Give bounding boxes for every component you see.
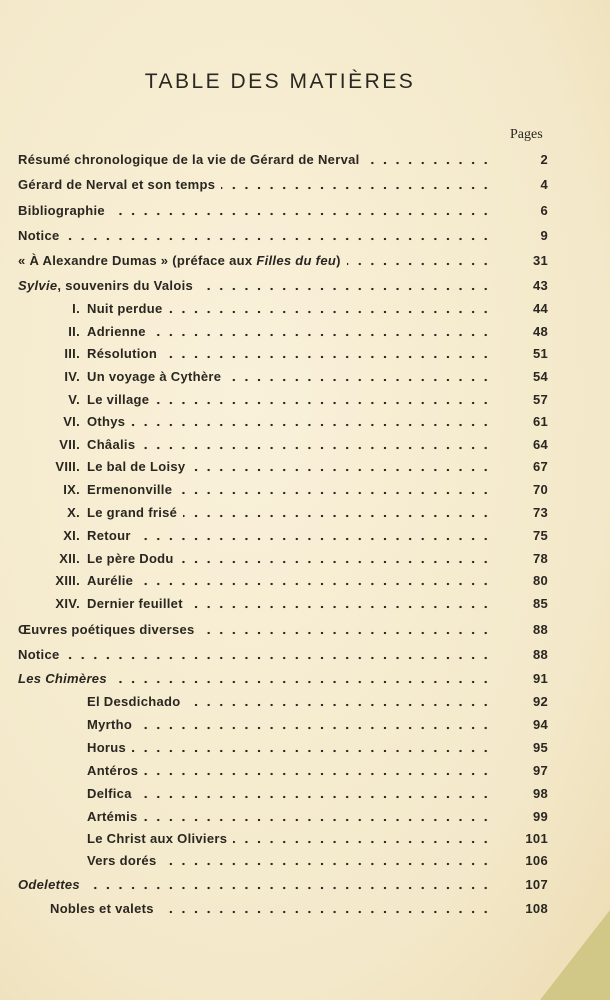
toc-entry <box>0 505 610 523</box>
entry-title <box>87 831 227 846</box>
page-number: 106 <box>525 853 548 868</box>
entry-title <box>18 177 215 192</box>
entry-title <box>87 551 174 566</box>
entry-title-segment: Gérard de Nerval et son temps <box>18 177 216 192</box>
entry-title <box>18 647 60 662</box>
page-number: 67 <box>532 459 548 474</box>
toc-entry <box>0 392 610 410</box>
entry-title <box>18 671 107 686</box>
page-number: 97 <box>532 763 548 778</box>
toc-entry <box>0 528 610 546</box>
entry-title-segment: Œuvres poétiques diverses <box>18 622 195 637</box>
chapter-number: XII. <box>59 551 80 566</box>
page-number: 44 <box>532 301 548 316</box>
page-number: 88 <box>532 647 548 662</box>
page-number: 6 <box>540 203 548 218</box>
toc-entry <box>0 346 610 364</box>
entry-title-segment: Le bal de Loisy <box>87 459 186 474</box>
entry-title <box>18 152 360 167</box>
dot-leader <box>189 605 492 609</box>
dot-leader <box>186 703 492 707</box>
chapter-number: VI. <box>63 414 80 429</box>
entry-title <box>18 278 193 293</box>
page-number: 88 <box>532 622 548 637</box>
dot-leader <box>163 355 492 359</box>
toc-entry <box>0 831 610 849</box>
entry-title-segment: Filles du feu <box>256 253 337 268</box>
entry-title-segment: Notice <box>18 228 60 243</box>
toc-entry <box>0 853 610 871</box>
toc-entry <box>0 459 610 477</box>
page-number: 99 <box>532 809 548 824</box>
entry-title-segment: ) <box>336 253 341 268</box>
page-number: 78 <box>532 551 548 566</box>
chapter-number: III. <box>64 346 80 361</box>
page-number: 64 <box>532 437 548 452</box>
entry-title-segment: Adrienne <box>87 324 146 339</box>
entry-title <box>87 414 125 429</box>
toc-entry <box>0 551 610 569</box>
chapter-number: XIII. <box>55 573 80 588</box>
dot-leader <box>152 333 492 337</box>
dot-leader <box>201 631 492 635</box>
toc-entry <box>0 369 610 387</box>
entry-title-segment: Ermenonville <box>87 482 173 497</box>
page-number: 31 <box>532 253 548 268</box>
entry-title-segment: Vers dorés <box>87 853 157 868</box>
chapter-number: X. <box>67 505 80 520</box>
page-number: 94 <box>532 717 548 732</box>
entry-title-segment: El Desdichado <box>87 694 181 709</box>
toc-entry <box>0 877 610 895</box>
entry-title <box>87 853 157 868</box>
dot-leader <box>144 772 492 776</box>
entry-title <box>18 622 195 637</box>
entry-title <box>87 528 131 543</box>
entry-title <box>87 717 132 732</box>
toc-entry <box>0 228 610 246</box>
toc-entry <box>0 786 610 804</box>
dot-leader <box>141 446 492 450</box>
entry-title <box>87 786 132 801</box>
dot-leader <box>191 468 492 472</box>
entry-title-segment: Le Christ aux Oliviers <box>87 831 228 846</box>
toc-entry <box>0 901 610 919</box>
entry-title-segment: Les Chimères <box>18 671 107 686</box>
entry-title-segment: Delfica <box>87 786 132 801</box>
dot-leader <box>66 656 492 660</box>
entry-title <box>87 505 177 520</box>
toc-entry <box>0 437 610 455</box>
entry-title <box>87 573 133 588</box>
toc-entry <box>0 717 610 735</box>
page-number: 85 <box>532 596 548 611</box>
dot-leader <box>155 401 492 405</box>
entry-title-segment: Retour <box>87 528 131 543</box>
dot-leader <box>183 514 492 518</box>
entry-title <box>87 346 157 361</box>
entry-title <box>18 877 80 892</box>
chapter-number: VII. <box>59 437 80 452</box>
page-number: 75 <box>532 528 548 543</box>
entry-title <box>87 437 135 452</box>
dot-leader <box>233 840 492 844</box>
dot-leader <box>347 262 492 266</box>
toc-entry <box>0 694 610 712</box>
entry-title-segment: Le grand frisé <box>87 505 178 520</box>
entry-title-segment: Châalis <box>87 437 136 452</box>
dot-leader <box>138 795 492 799</box>
entry-title-segment: Othys <box>87 414 126 429</box>
dot-leader <box>138 726 492 730</box>
pages-column-header: Pages <box>510 127 543 142</box>
dot-leader <box>163 862 492 866</box>
entry-title <box>87 392 149 407</box>
entry-title <box>87 596 183 611</box>
entry-title-segment: Un voyage à Cythère <box>87 369 222 384</box>
dot-leader <box>160 910 492 914</box>
entry-title <box>87 809 138 824</box>
page-number: 57 <box>532 392 548 407</box>
toc-entry <box>0 301 610 319</box>
page-number: 107 <box>525 877 548 892</box>
chapter-number: IX. <box>63 482 80 497</box>
entry-title-segment: Dernier feuillet <box>87 596 183 611</box>
toc-entry <box>0 324 610 342</box>
dot-leader <box>227 378 492 382</box>
entry-title <box>87 763 138 778</box>
chapter-number: II. <box>68 324 80 339</box>
entry-title-segment: Horus <box>87 740 127 755</box>
page-number: 101 <box>525 831 548 846</box>
dot-leader <box>139 582 492 586</box>
toc-entry <box>0 740 610 758</box>
entry-title-segment: Aurélie <box>87 573 134 588</box>
entry-title <box>87 740 126 755</box>
entry-title <box>87 694 180 709</box>
entry-title-segment: , souvenirs du Valois <box>57 278 194 293</box>
page-number: 61 <box>532 414 548 429</box>
toc-entry <box>0 809 610 827</box>
entry-title-segment: Résumé chronologique de la vie de Gérard de Nerval <box>18 152 360 167</box>
dot-leader <box>169 310 492 314</box>
page-number: 70 <box>532 482 548 497</box>
toc-entry <box>0 647 610 665</box>
toc-entry <box>0 622 610 640</box>
page-number: 43 <box>532 278 548 293</box>
page-number: 2 <box>540 152 548 167</box>
page-number: 51 <box>532 346 548 361</box>
entry-title-segment: Résolution <box>87 346 158 361</box>
dot-leader <box>221 186 492 190</box>
dot-leader <box>199 287 492 291</box>
page-corner-fold <box>540 910 610 1000</box>
toc-entry <box>0 414 610 432</box>
dot-leader <box>366 161 492 165</box>
toc-entry <box>0 278 610 296</box>
chapter-number: V. <box>68 392 80 407</box>
page-number: 73 <box>532 505 548 520</box>
entry-title <box>18 203 105 218</box>
page-number: 108 <box>525 901 548 916</box>
toc-entry <box>0 177 610 195</box>
page-number: 95 <box>532 740 548 755</box>
page-number: 4 <box>540 177 548 192</box>
entry-title-segment: Nobles et valets <box>50 901 154 916</box>
chapter-number: XI. <box>63 528 80 543</box>
entry-title-segment: Sylvie <box>18 278 58 293</box>
toc-entry <box>0 573 610 591</box>
entry-title <box>18 253 341 268</box>
entry-title-segment: Bibliographie <box>18 203 105 218</box>
page-number: 54 <box>532 369 548 384</box>
dot-leader <box>180 560 492 564</box>
chapter-number: I. <box>72 301 80 316</box>
chapter-number: XIV. <box>55 596 80 611</box>
entry-title-segment: Myrtho <box>87 717 133 732</box>
entry-title <box>87 301 163 316</box>
dot-leader <box>178 491 492 495</box>
entry-title-segment: Notice <box>18 647 60 662</box>
page-number: 91 <box>532 671 548 686</box>
dot-leader <box>144 818 492 822</box>
dot-leader <box>113 680 492 684</box>
entry-title <box>87 482 172 497</box>
dot-leader <box>66 237 492 241</box>
entry-title-segment: Le père Dodu <box>87 551 174 566</box>
entry-title <box>87 459 185 474</box>
page-number: 80 <box>532 573 548 588</box>
toc-entry <box>0 152 610 170</box>
entry-title <box>50 901 154 916</box>
dot-leader <box>111 212 492 216</box>
page-number: 92 <box>532 694 548 709</box>
chapter-number: IV. <box>64 369 80 384</box>
toc-entry <box>0 482 610 500</box>
dot-leader <box>131 423 492 427</box>
toc-entry <box>0 253 610 271</box>
entry-title-segment: Odelettes <box>18 877 80 892</box>
entry-title-segment: Nuit perdue <box>87 301 163 316</box>
dot-leader <box>137 537 492 541</box>
page-number: 48 <box>532 324 548 339</box>
page-number: 98 <box>532 786 548 801</box>
entry-title <box>18 228 60 243</box>
entry-title-segment: Le village <box>87 392 150 407</box>
toc-entry <box>0 596 610 614</box>
entry-title-segment: Artémis <box>87 809 138 824</box>
dot-leader <box>86 886 492 890</box>
toc-entry <box>0 671 610 689</box>
toc-entry <box>0 763 610 781</box>
entry-title-segment: Antéros <box>87 763 139 778</box>
chapter-number: VIII. <box>55 459 80 474</box>
dot-leader <box>132 749 492 753</box>
page-title: TABLE DES MATIÈRES <box>144 70 416 93</box>
entry-title-segment: « À Alexandre Dumas » (préface aux <box>18 253 257 268</box>
page-number: 9 <box>540 228 548 243</box>
entry-title <box>87 324 146 339</box>
toc-entry <box>0 203 610 221</box>
entry-title <box>87 369 221 384</box>
